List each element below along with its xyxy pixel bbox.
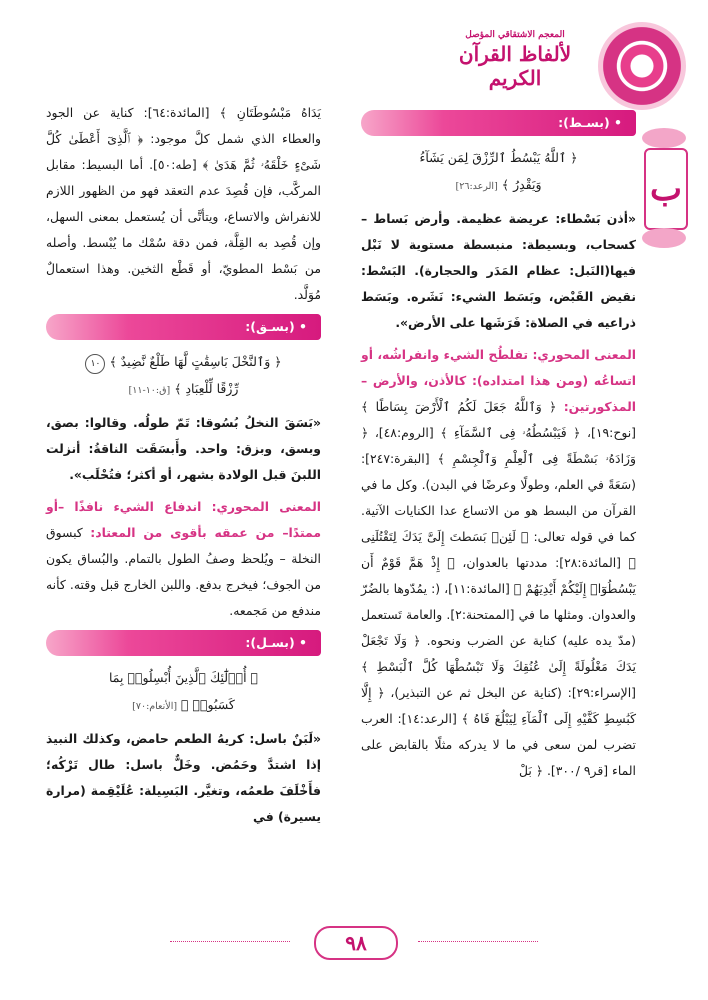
section-heading-basq: • (بسـق): xyxy=(46,314,321,340)
book-subtitle: المعجم الاشتقاقي المؤصل xyxy=(465,30,565,40)
verse-line-text: ﴿ وَٱلنَّخْلَ بَاسِقَٰتٍ لَّهَا طَلْعٌ نَّضِيدٌ ﴾ xyxy=(109,354,282,369)
core-meaning-label: المعنى المحوري: تفلطُح الشيء وانفراشُه، أو اتساعُه (ومن هذا امتداده): كالأذن، والأرض – المذكورتين: xyxy=(361,347,636,414)
verse-line xyxy=(46,348,321,375)
ornament-top-cap xyxy=(642,128,686,148)
verse-bast xyxy=(361,144,636,200)
verse-line-text: وَيَقْدِرُ ﴾ xyxy=(501,177,542,192)
verse-reference: [الأنعام:٧٠] xyxy=(132,701,178,712)
verse-line xyxy=(46,691,321,720)
chapter-letter: ب xyxy=(644,148,688,230)
verse-basq xyxy=(46,348,321,404)
footer-ornament-line xyxy=(170,941,290,942)
section-heading-bast: • (بسـط): xyxy=(361,110,636,136)
section-heading-basl: • (بسـل): xyxy=(46,630,321,656)
letter-ornament xyxy=(642,128,686,248)
core-meaning-text: ﴿ وَٱللَّهُ جَعَلَ لَكُمُ ٱلْأَرْضَ بِسَاطًا ﴾ [نوح:١٩]، ﴿ فَيَبْسُطُهُۥ فِى ٱلسَّمَآءِ ﴾ [الروم:٤٨]، ﴿ وَزَادَهُۥ بَسْطَةً فِى ٱلْعِلْمِ وَٱلْجِسْمِ ﴾ [البقرة:٢٤٧]: (سَعَةً في العلم، وطولًا وعرضًا في البدن). وكل ما في القرآن من البسط هو من الاتساع عدا الكنايات الآتية. كما في قوله تعالى: ﴿ لَئِنۢ بَسَطتَ إِلَىَّ يَدَكَ لِتَقْتُلَنِى ﴾ [المائدة:٢٨]: مددتها بالعدوان، ﴿ إِذْ هَمَّ قَوْمٌ أَن يَبْسُطُوٓا۟ إِلَيْكُمْ أَيْدِيَهُمْ ﴾ [المائدة:١١]، (: يمُدّوها بالضُرّ والعدوان. ومثلها ما في [الممتحنة:٢]. والعامة تَستعمل (مدّ يده عليه) كناية عن الضرب ونحوه. ﴿ وَلَا تَجْعَلْ يَدَكَ مَغْلُولَةً إِلَىٰ عُنُقِكَ وَلَا تَبْسُطْهَا كُلَّ ٱلْبَسْطِ ﴾ [الإسراء:٢٩]: (كناية عن البخل ثم عن التبذير)، ﴿ إِلَّا كَبَٰسِطِ كَفَّيْهِ إِلَى ٱلْمَآءِ لِيَبْلُغَ فَاهُ ﴾ [الرعد:١٤]: العرب تضرب لمن سعى في ما لا يدركه مثلًا بالقابض على الماء [قر٩ /٣٠٠]. ﴿ بَلْ xyxy=(361,399,636,778)
footer-ornament-line xyxy=(418,941,538,942)
core-meaning-text: كبسوق النخلة – ويُلحظ وصفُ الطول بالتمام. والبُساق يكون من الجوف؛ فيخرج بدفع. واللبن الخارج قبل وقته. كأنه مندفع من مَجمعه. xyxy=(46,525,321,618)
core-meaning-paragraph xyxy=(46,494,321,624)
definition-paragraph: «لَبَنٌ باسل: كريهُ الطعم حامض، وكذلك النبيذ إذا اشتدَّ وحَمُض. وخَلٌّ باسل: طال تَرْكُه؛ فأَخْلَفَ طعمُه، وتغيَّر. البَسِيلة: عُلَيْقِمة (مرارة يسيرة) في xyxy=(46,731,321,824)
verse-line-text: كَسَبُوا۟ ﴾ xyxy=(181,697,235,712)
right-column xyxy=(361,104,636,784)
verse-line xyxy=(361,171,636,200)
left-column xyxy=(46,100,321,830)
header-ornament-badge xyxy=(598,22,686,110)
core-meaning-label: المعنى المحوري: اندفاع الشيء نافذًا –أو ممتدًا– من عمقه بأقوى من المعتاد: xyxy=(46,499,321,540)
book-title xyxy=(440,30,590,90)
core-meaning-paragraph xyxy=(361,342,636,784)
ayah-number-marker: ١٠ xyxy=(85,354,105,374)
verse-line: ﴿ أُو۟لَٰٓئِكَ ٱلَّذِينَ أُبْسِلُوا۟ بِمَا xyxy=(108,670,259,685)
book-main-title: لألفاظ القرآن الكريم xyxy=(458,42,572,90)
verse-basl xyxy=(46,664,321,720)
continuation-paragraph: يَدَاهُ مَبْسُوطَتَانِ ﴾ [المائدة:٦٤]: كناية عن الجود والعطاء الذي شمل كلَّ موجود: ﴿ ٱلَّذِىٓ أَعْطَىٰ كُلَّ شَىْءٍ خَلْقَهُۥ ثُمَّ هَدَىٰ ﴾ [طه:٥٠]. أما البسيط: مقابل المركَّب، فإن قُصِدَ عدم التعقد فهو من الظهور اللازم للانفراش والاتساع، ويتأتَّى أن يُستعمل بمعنى السهل، وإن قُصِد به القِلَّة، فمن دقة سُمْك ما يُبْسط. وأصله من بَسْط المطويّ، أو قَطْع الثخين. وهذا استعمالٌ مُوَلَّد. xyxy=(46,105,321,302)
verse-reference: [الرعد:٢٦] xyxy=(455,181,498,192)
definition-paragraph: «أذن بَسْطاء: عريضة عظيمة. وأرض بَساط – كسحاب، وبسيطة: منبسطة مستوية لا نَبْل فيها(النَبل: عظام المَدَر والحجارة). البَسْط: نقيض القَبْض، وبَسَط الشيء: نَشَره. وبَسَط ذراعيه في الصلاة: فَرَشَها على الأرض». xyxy=(361,211,636,330)
verse-line xyxy=(46,375,321,404)
page-number: ٩٨ xyxy=(314,926,398,960)
ornament-bottom-cap xyxy=(642,228,686,248)
verse-reference: [ق:١٠-١١] xyxy=(128,385,171,396)
page-footer xyxy=(0,924,708,960)
definition-paragraph: «بَسَقَ النخلُ بُسُوقا: تَمّ طولُه. وقالوا: بصق، وبسق، وبزق: واحد. وأَبسَقَت الناقةُ: أنزلت اللبنَ قبل الولادة بشهر، أو أكثر؛ فتُحْلَب». xyxy=(46,415,321,482)
verse-line: ﴿ ٱللَّهُ يَبْسُطُ ٱلرِّزْقَ لِمَن يَشَآءُ xyxy=(419,150,578,165)
verse-line-text: رِّزْقًا لِّلْعِبَادِ ﴾ xyxy=(174,381,239,396)
